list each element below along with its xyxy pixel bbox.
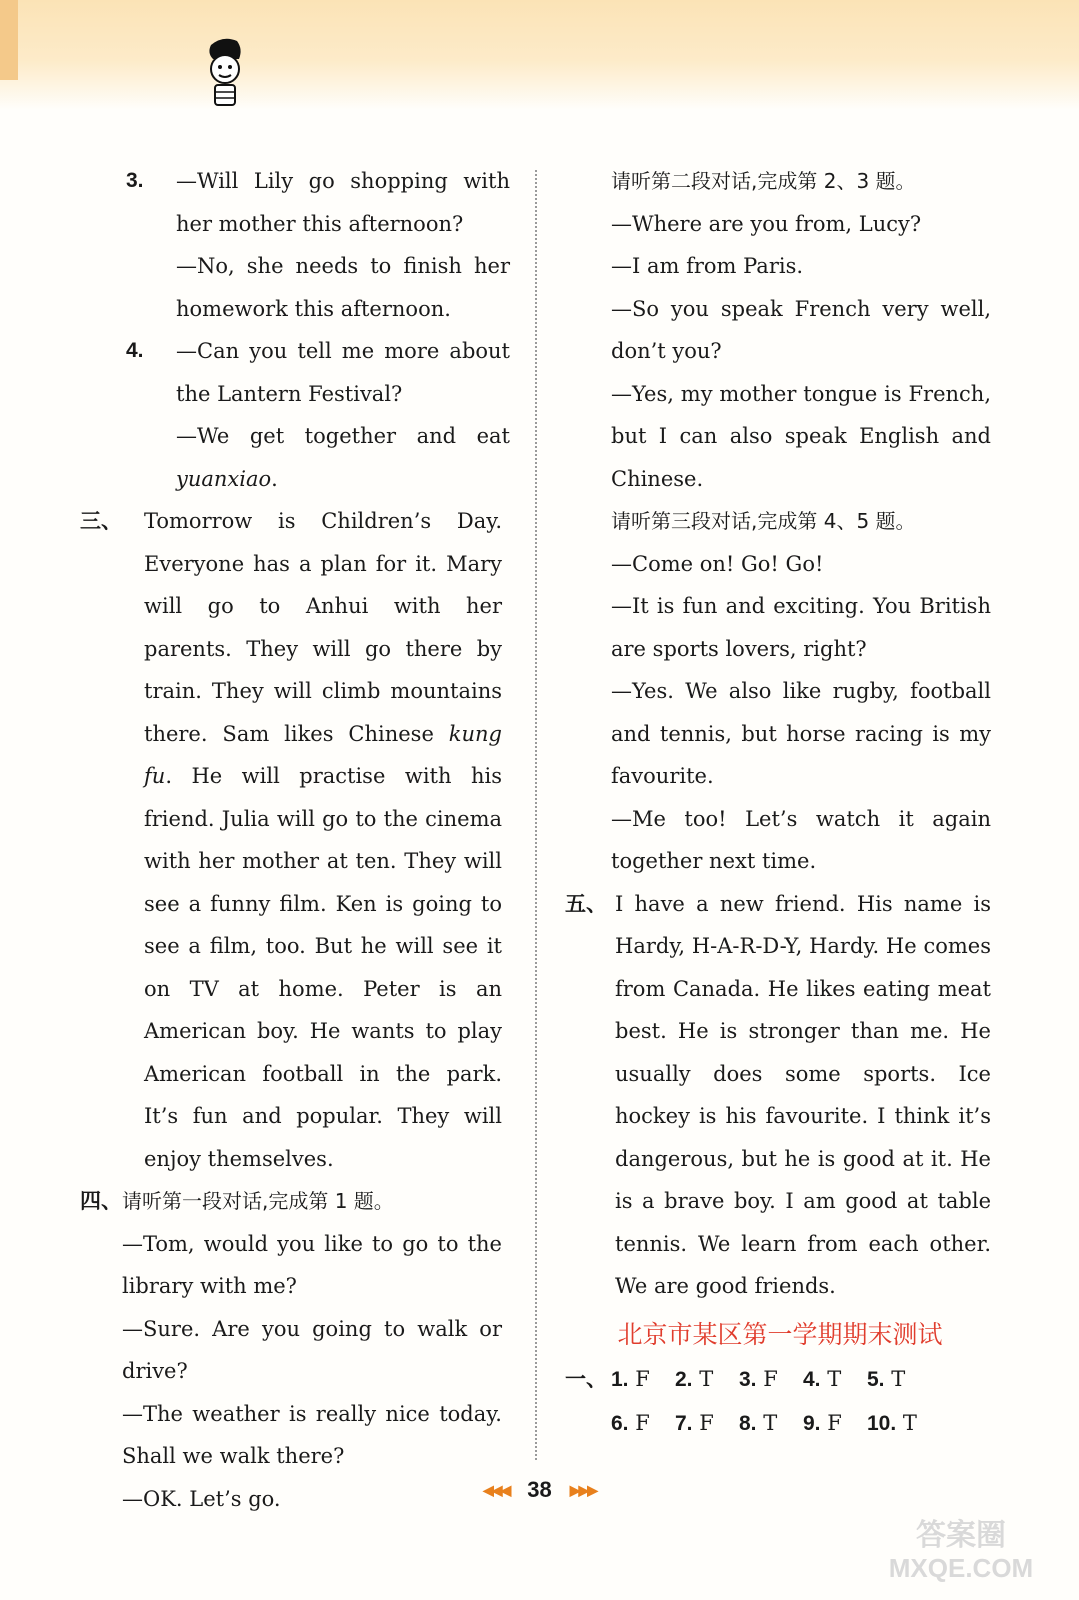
next-arrows-icon: ▶▶▶ [569, 1481, 597, 1498]
dialogue-line: —I am from Paris. [611, 254, 804, 278]
dialogue-line: —So you speak French very well, don’t you? [611, 296, 991, 363]
section-5 [565, 883, 995, 1308]
test-title: 北京市某区第一学期期末测试 [617, 1319, 943, 1349]
watermark: 答案圈 MXQE.COM [888, 1519, 1034, 1583]
passage-text: Tomorrow is Children’s Day. Everyone has a plan for it. Mary will go to Anhui with her parents. They will go there by train. They will climb mountains there. Sam likes Chinese kung fu. He will practise with his friend. Julia will go to the cinema with her mother at ten. They will see a funny film. Ken is going to see a film, too. But he will see it on TV at home. Peter is an American boy. He wants to play American football in the park. It’s fun and popular. They will enjoy themselves. [144, 509, 502, 1171]
prev-arrows-icon: ◀◀◀ [482, 1481, 510, 1498]
section-3 [80, 500, 510, 1180]
answer-item: 3. F [739, 1367, 778, 1391]
dialogue-line: —It is fun and exciting. You British are sports lovers, right? [611, 594, 991, 661]
answer-row [611, 1402, 931, 1446]
page-footer [0, 1470, 1079, 1510]
answer-item: 6. F [611, 1410, 650, 1435]
dialogue-line: —We get together and eat yuanxiao. [176, 424, 510, 491]
header-decoration [0, 0, 1079, 110]
dialogue-line: —OK. Let’s go. [122, 1486, 281, 1511]
section-4-heading [80, 1180, 510, 1223]
column-divider [535, 170, 537, 1460]
answer-item: 7. F [675, 1410, 714, 1435]
section-label: 四、 [80, 1189, 122, 1213]
dialogue-line: —Will Lily go shopping with her mother this afternoon? [176, 169, 510, 236]
mascot-icon [205, 35, 245, 107]
dialogue-line: —Come on! Go! Go! [611, 551, 824, 576]
answer-row [611, 1358, 931, 1402]
dialogue-3-heading: 请听第三段对话,完成第 4、5 题。 [611, 509, 916, 533]
answer-key [565, 1358, 995, 1445]
answer-item: 10. T [867, 1410, 917, 1435]
dialogue-line: —Can you tell me more about the Lantern Festival? [176, 339, 510, 406]
dialogue-line: —Sure. Are you going to walk or drive? [122, 1316, 502, 1383]
left-column [80, 160, 510, 1520]
dialogue-line: —Me too! Let’s watch it again together next time. [611, 806, 991, 873]
dialogue-3 [565, 543, 991, 883]
right-column [565, 160, 995, 1445]
question-4 [80, 330, 510, 500]
section-label: 一、 [565, 1367, 607, 1391]
dialogue-line: —The weather is really nice today. Shall we walk there? [122, 1401, 502, 1468]
question-number: 4. [126, 339, 144, 362]
section-heading: 请听第一段对话,完成第 1 题。 [122, 1189, 394, 1213]
passage-text: I have a new friend. His name is Hardy, H-A-R-D-Y, Hardy. He comes from Canada. He likes eating meat best. He is stronger than me. He usually does some sports. Ice hockey is his favourite. I think it’s dangerous, but he is good at it. He is a brave boy. I am good at table tennis. We learn from each other. We are good friends. [615, 891, 991, 1298]
dialogue-line: —No, she needs to finish her homework this afternoon. [176, 254, 510, 321]
answer-item: 4. T [803, 1367, 842, 1391]
answer-item: 2. T [675, 1367, 714, 1391]
answer-item: 8. T [739, 1410, 778, 1435]
answer-item: 9. F [803, 1410, 842, 1435]
question-3 [80, 160, 510, 330]
section-label: 五、 [565, 891, 607, 916]
answer-item: 5. T [867, 1367, 906, 1391]
section-label: 三、 [80, 509, 122, 533]
answer-item: 1. F [611, 1367, 650, 1391]
dialogue-2-heading: 请听第二段对话,完成第 2、3 题。 [611, 169, 916, 193]
dialogue-2 [565, 203, 991, 501]
page-number: 38 [527, 1477, 552, 1502]
dialogue-line: —Yes. We also like rugby, football and tennis, but horse racing is my favourite. [611, 679, 991, 788]
dialogue-line: —Tom, would you like to go to the library with me? [122, 1231, 502, 1298]
dialogue-line: —Where are you from, Lucy? [611, 211, 922, 236]
dialogue-line: —Yes, my mother tongue is French, but I can also speak English and Chinese. [611, 381, 991, 491]
question-number: 3. [126, 169, 144, 192]
